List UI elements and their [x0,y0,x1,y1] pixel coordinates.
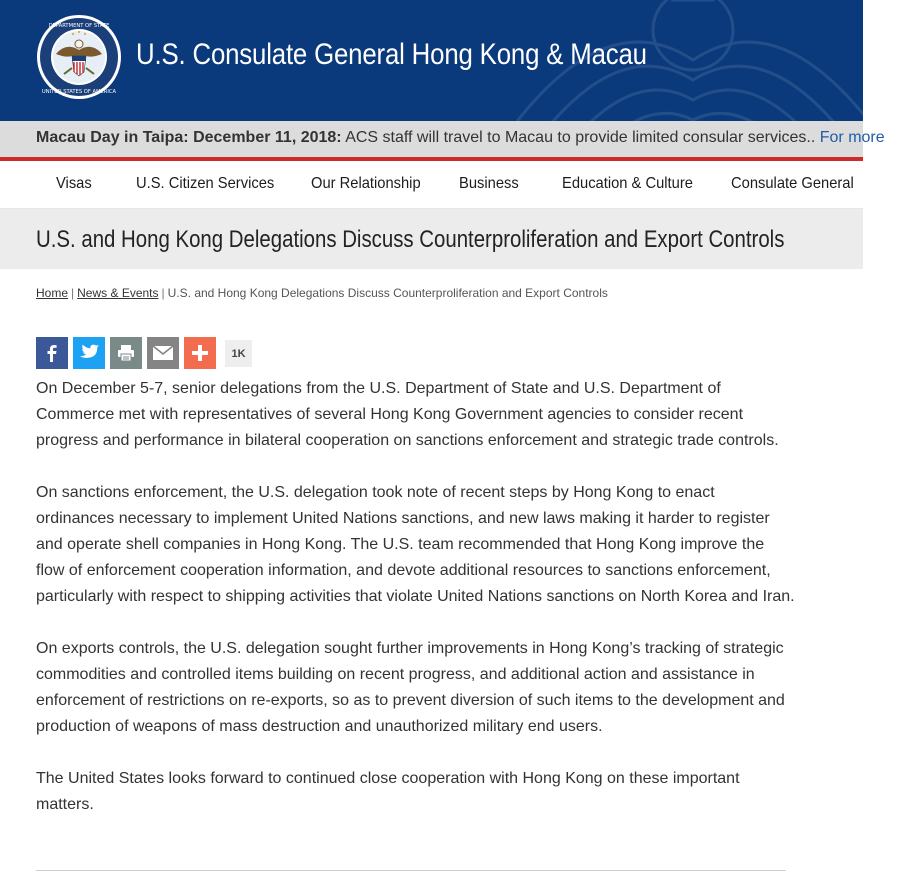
facebook-share-button[interactable] [36,337,68,369]
title-band [0,209,863,269]
article-paragraph: On exports controls, the U.S. delegation sought further improvements in Hong Kong’s tracking of strategic commodities and controlled items building on recent progress, and additional action and assistance in enforcement of restrictions on re-exports, so as to prevent diversion of such items to the development and production of weapons of mass destruction and unauthorized military end users. [36,640,785,735]
department-of-state-seal[interactable] [36,14,122,100]
breadcrumb-separator: | [71,286,75,300]
site-header [0,0,863,121]
nav-item-our-relationship[interactable]: Our Relationship [311,175,421,192]
facebook-icon [42,343,62,363]
breadcrumb-home-link[interactable]: Home [36,286,69,300]
print-icon [116,343,136,363]
nav-item-visas[interactable]: Visas [56,175,92,192]
twitter-icon [78,343,100,363]
nav-item-education-culture[interactable]: Education & Culture [562,175,693,192]
svg-text:UNITED STATES OF AMERICA: UNITED STATES OF AMERICA [41,89,117,95]
nav-item-consulate-general[interactable]: Consulate General [731,175,854,192]
more-share-button[interactable] [184,337,216,369]
alert-text [36,129,885,147]
nav-item-business[interactable]: Business [459,175,519,192]
share-count: 1K [225,340,252,367]
print-button[interactable] [110,337,142,369]
breadcrumb-news-events-link[interactable]: News & Events [77,286,159,300]
article-paragraph: On sanctions enforcement, the U.S. delegation took note of recent steps by Hong Kong to enact ordinances necessary to implement United Nations sanctions, and new laws making it harder to register and operate shell companies in Hong Kong. The U.S. team recommended that Hong Kong improve the flow of enforcement cooperation information, and devote additional resources to sanctions enforcement, particularly with respect to shipping activities that violate United Nations sanctions on North Korea and Iran. [36,484,795,605]
email-share-button[interactable] [147,337,179,369]
main-navigation [0,161,863,209]
page-title: U.S. and Hong Kong Delegations Discuss Counterproliferation and Export Controls [36,226,785,253]
email-icon [152,345,174,361]
alert-more-link[interactable]: For more [819,129,885,146]
svg-text:DEPARTMENT OF STATE: DEPARTMENT OF STATE [48,23,110,29]
alert-banner [0,121,885,161]
site-title[interactable]: U.S. Consulate General Hong Kong & Macau [136,38,647,71]
article-paragraph: On December 5-7, senior delegations from the U.S. Department of State and U.S. Department of Commerce met with representatives of several Hong Kong Government agencies to consider recent progress and performance in bilateral cooperation on sanctions enforcement and strategic trade controls. [36,380,779,449]
breadcrumb [36,286,608,300]
plus-icon [191,344,209,362]
article-paragraph: The United States looks forward to continued close cooperation with Hong Kong on these important matters. [36,770,740,813]
article-body [36,376,796,844]
twitter-share-button[interactable] [73,337,105,369]
divider [36,870,786,871]
nav-item-us-citizen-services[interactable]: U.S. Citizen Services [136,175,275,192]
breadcrumb-current: U.S. and Hong Kong Delegations Discuss Counterproliferation and Export Controls [167,286,608,300]
alert-body: ACS staff will travel to Macau to provide limited consular services.. [341,129,820,146]
breadcrumb-separator: | [161,286,165,300]
alert-headline: Macau Day in Taipa: December 11, 2018: [36,129,342,146]
